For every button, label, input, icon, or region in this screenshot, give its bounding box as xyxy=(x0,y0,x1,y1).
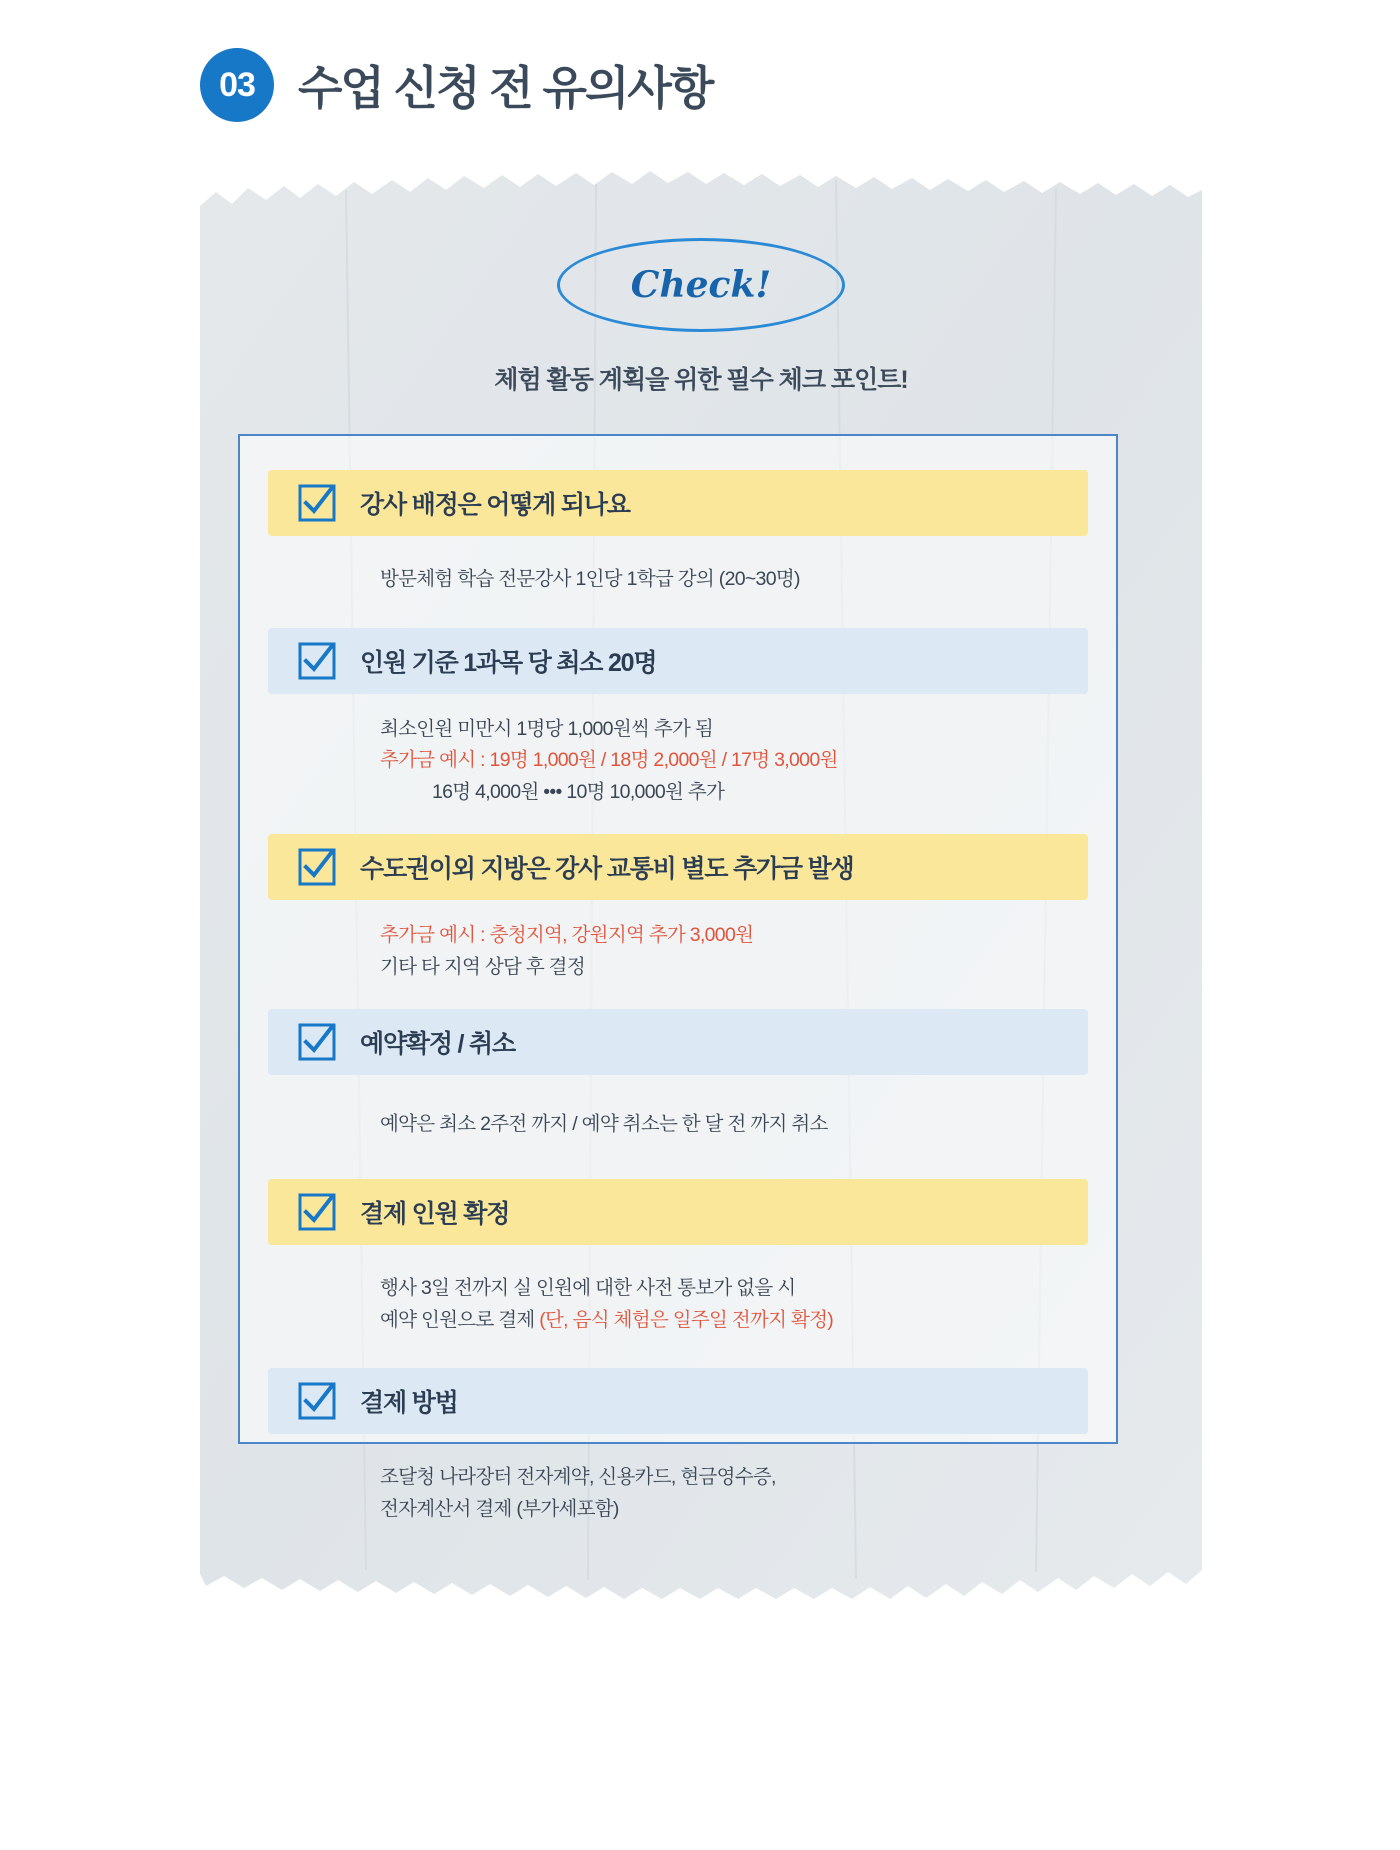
check-badge xyxy=(557,238,845,332)
checklist-item-header xyxy=(268,628,1088,694)
list-item xyxy=(268,1368,1088,1553)
panel-subtitle: 체험 활동 계획을 위한 필수 체크 포인트! xyxy=(494,366,908,394)
checkbox-checked-icon xyxy=(298,1193,336,1231)
body-line: 기타 타 지역 상담 후 결정 xyxy=(380,955,585,978)
body-line: 전자계산서 결제 (부가세포함) xyxy=(380,1497,619,1520)
torn-paper-panel xyxy=(196,170,1206,1600)
list-item xyxy=(268,834,1088,1005)
checkbox-checked-icon xyxy=(298,848,336,886)
body-line-highlight: 추가금 예시 : 충청지역, 강원지역 추가 3,000원 xyxy=(380,924,754,947)
checklist-item-title: 결제 인원 확정 xyxy=(360,1200,510,1229)
checklist-item-header xyxy=(268,1179,1088,1245)
body-line: 예약 인원으로 결제 xyxy=(380,1308,540,1331)
checklist-item-title: 강사 배정은 어떻게 되나요 xyxy=(360,491,630,519)
checklist-item-header xyxy=(268,470,1088,536)
checklist-item-body xyxy=(268,536,1088,624)
page-header xyxy=(200,48,712,122)
body-line: 방문체험 학습 전문강사 1인당 1학급 강의 (20~30명) xyxy=(380,568,800,590)
check-badge-label: Check! xyxy=(630,264,772,306)
body-line: 16명 4,000원 ••• 10명 10,000원 추가 xyxy=(432,780,725,803)
checklist-item-body xyxy=(268,694,1088,831)
list-item xyxy=(268,1009,1088,1175)
checklist-item-title: 인원 기준 1과목 당 최소 20명 xyxy=(360,648,657,677)
checklist-item-title: 결제 방법 xyxy=(360,1389,458,1418)
checklist-item-body xyxy=(268,1245,1088,1364)
list-item xyxy=(268,628,1088,831)
checklist-item-body xyxy=(268,900,1088,1005)
body-line-highlight: (단, 음식 체험은 일주일 전까지 확정) xyxy=(539,1308,834,1331)
body-line-wrap xyxy=(380,1305,1088,1337)
checkbox-checked-icon xyxy=(298,1382,336,1420)
checklist-item-title: 수도권이외 지방은 강사 교통비 별도 추가금 발생 xyxy=(360,855,854,884)
list-item xyxy=(268,1179,1088,1364)
list-item xyxy=(268,470,1088,624)
body-line: 행사 3일 전까지 실 인원에 대한 사전 통보가 없을 시 xyxy=(380,1277,796,1300)
body-line: 조달청 나라장터 전자계약, 신용카드, 현금영수증, xyxy=(380,1466,776,1489)
page-title: 수업 신청 전 유의사항 xyxy=(298,62,713,114)
checklist-item-title: 예약확정 / 취소 xyxy=(360,1030,515,1059)
body-line: 최소인원 미만시 1명당 1,000원씩 추가 됨 xyxy=(380,717,713,740)
checklist-item-body xyxy=(268,1075,1088,1175)
checklist-item-body xyxy=(268,1434,1088,1553)
body-line-highlight: 추가금 예시 : 19명 1,000원 / 18명 2,000원 / 17명 3,000원 xyxy=(380,749,838,772)
body-line: 예약은 최소 2주전 까지 / 예약 취소는 한 달 전 까지 취소 xyxy=(380,1113,828,1136)
checklist-item-header xyxy=(268,834,1088,900)
section-number-badge: 03 xyxy=(200,48,274,122)
checklist-item-header xyxy=(268,1368,1088,1434)
checklist-item-header xyxy=(268,1009,1088,1075)
checkbox-checked-icon xyxy=(298,484,336,522)
checkbox-checked-icon xyxy=(298,1023,336,1061)
checklist-container xyxy=(238,434,1118,1520)
checkbox-checked-icon xyxy=(298,642,336,680)
